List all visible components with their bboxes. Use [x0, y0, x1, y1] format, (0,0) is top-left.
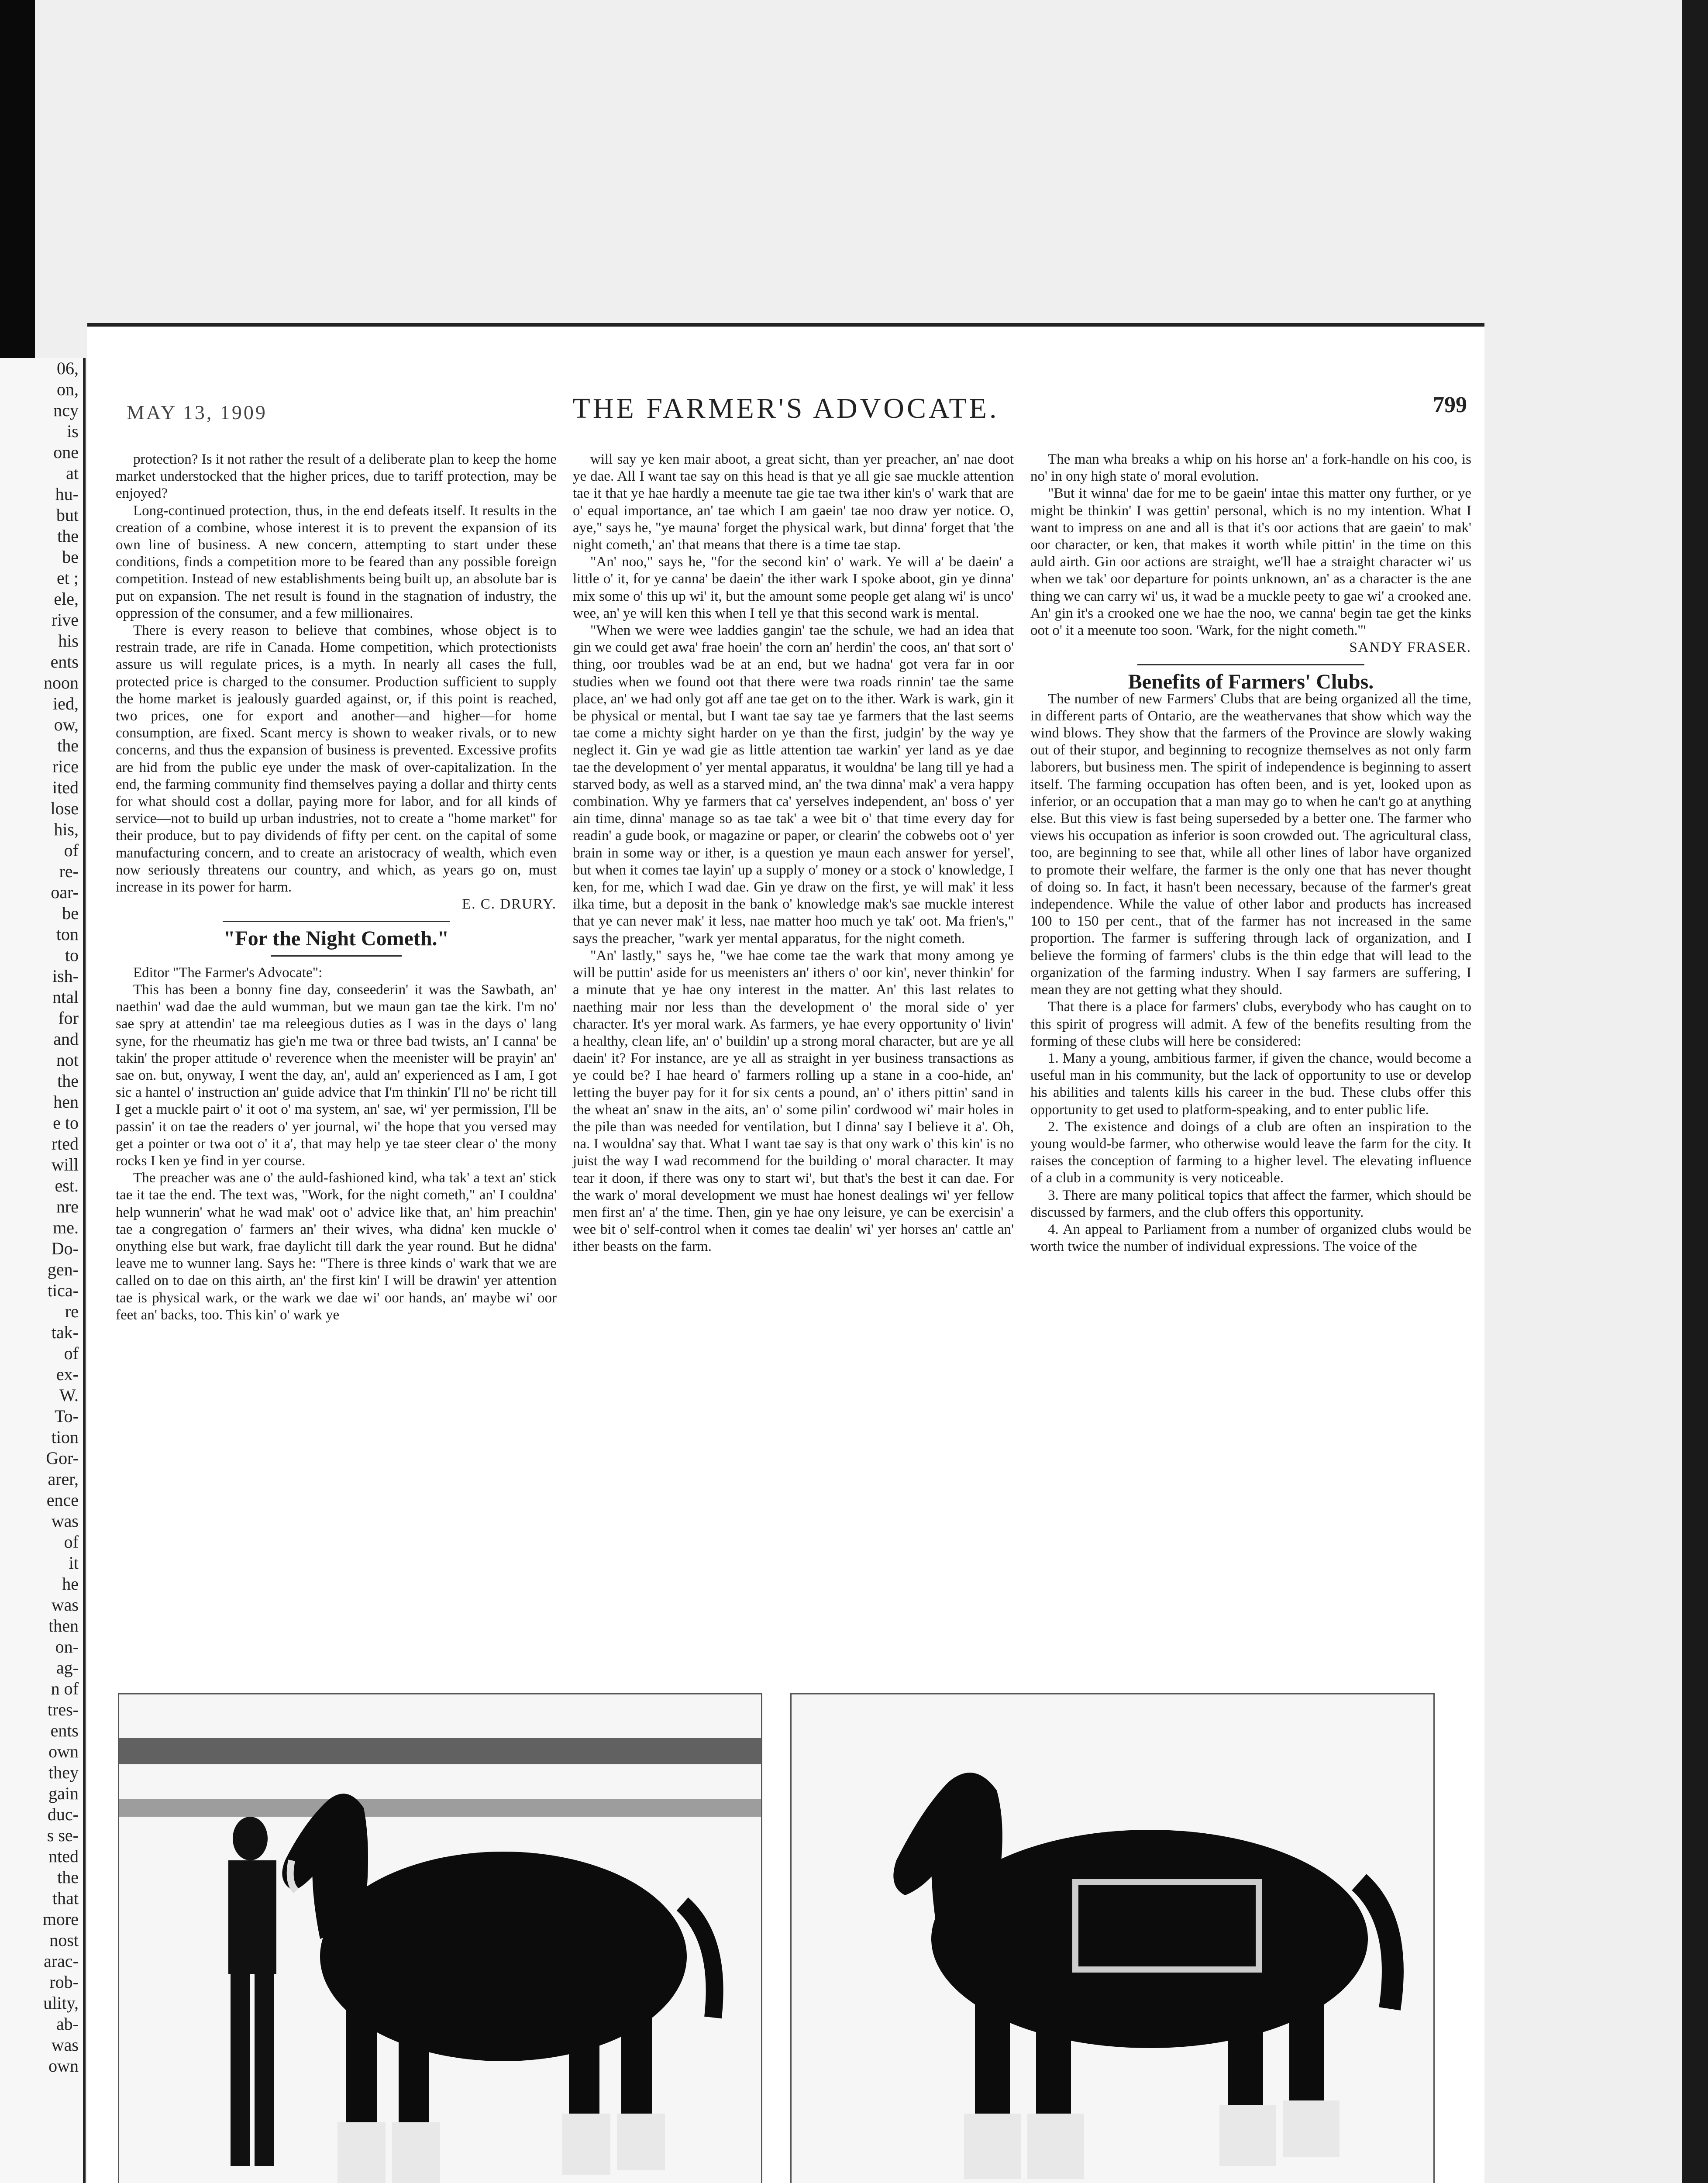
- margin-fragment: own: [48, 2056, 79, 2076]
- margin-fragment: was: [51, 1595, 79, 1615]
- paragraph: Long-continued protection, thus, in the end defeats itself. It results in the creation of a combine, whose interest it is to prevent the expansion of its own line of business. A new concern, attempting to start under these conditions, finds a competition more to be feared than any possible foreign competition. Instead of new establishments being built up, an absolute bar is put on expansion. The net result is found in the stagnation of industry, the oppression of the consumer, and a few millionaires.: [116, 503, 557, 621]
- margin-fragment: the: [57, 526, 79, 546]
- margin-fragment: of: [64, 840, 79, 860]
- divider: [223, 921, 450, 922]
- margin-fragment: ow,: [54, 715, 79, 734]
- margin-fragment: but: [56, 505, 79, 525]
- margin-fragment: et ;: [57, 568, 79, 588]
- column-3: [1030, 451, 1471, 1255]
- margin-fragment: rice: [52, 757, 79, 776]
- margin-fragment: that: [52, 1888, 79, 1908]
- margin-fragment: at: [66, 463, 79, 483]
- paragraph: "But it winna' dae for me to be gaein' intae this matter ony further, or ye might be thinkin' I was gettin' personal, which is no my intention. What I want to impress on ane and all is that it's oor actions that are gaein' to mak' oor character, or ken, that makes it worth while pittin' in the time on this auld airth. Gin oor actions are straight, we'll hae a straight character wi' us when we tak' oor departure for points unknown, an' as a character is the ane thing we can carry wi' us, it wad be a muckle peety to gae wi' a crooked ane. An' gin it's a crooked one we hae the noo, we canna' begin tae get the kinks oot o' it a meenute too soon. 'Wark, for the night cometh.'": [1030, 485, 1471, 639]
- column-1: [116, 451, 557, 1324]
- margin-fragment: To-: [55, 1406, 79, 1426]
- margin-fragment: W.: [59, 1385, 79, 1405]
- section-title-night-cometh: "For the Night Cometh.": [223, 927, 449, 950]
- margin-fragment: they: [48, 1763, 79, 1782]
- margin-fragment: ele,: [54, 589, 79, 609]
- margin-fragment: he: [62, 1574, 79, 1594]
- margin-fragment: more: [42, 1909, 79, 1929]
- margin-fragment: hu-: [55, 484, 79, 504]
- section-title-farmers-clubs: Benefits of Farmers' Clubs.: [1128, 670, 1374, 694]
- margin-fragment: arac-: [44, 1951, 79, 1971]
- divider: [1137, 664, 1364, 665]
- margin-fragment: will: [51, 1155, 79, 1174]
- margin-fragment: the: [57, 1071, 79, 1091]
- margin-fragment: nost: [49, 1930, 79, 1950]
- paragraph: The preacher was ane o' the auld-fashioned kind, wha tak' a text an' stick tae it tae the end. The text was, "Work, for the night cometh," an' I couldna' help wunnerin' what he wad mak' oot o' advice like that, an' him preachin' tae a congregation o' farmers an' their wives, wha didna' ken muckle o' onything else but wark, frae daylicht till dark the year round. But he didna' leave me to wunner lang. Says he: "There is three kinds o' wark that we are called on to dae on this airth, an' the first kin' I will be drawin' yer attention tae is physical wark, or the wark we dae wi' oor hands, an' maybe wi' oor feet an' backs, too. This kin' o' wark ye: [116, 1170, 557, 1323]
- margin-fragment: nted: [48, 1846, 79, 1866]
- margin-fragment: Gor-: [46, 1448, 79, 1468]
- page-header: [87, 392, 1484, 440]
- margin-fragment: of: [64, 1343, 79, 1363]
- margin-fragment: ncy: [53, 400, 79, 420]
- signature-drury: E. C. DRURY.: [462, 896, 557, 912]
- margin-fragment: Do-: [51, 1239, 79, 1258]
- margin-fragment: to: [65, 945, 79, 965]
- column-2: [573, 451, 1014, 1256]
- masthead-title: THE FARMER'S ADVOCATE.: [572, 393, 999, 424]
- margin-fragment: his,: [54, 819, 79, 839]
- margin-fragment: ntal: [52, 987, 79, 1007]
- paragraph: 1. Many a young, ambitious farmer, if given the chance, would become a useful man in his community, but the lack of opportunity to use or develop his abilities and talents kills his career in the bud. These clubs offer this opportunity to get used to platform-speaking, and to enter public life.: [1030, 1050, 1471, 1118]
- margin-fragment: one: [53, 442, 79, 462]
- issue-date: MAY 13, 1909: [127, 401, 267, 424]
- margin-fragment: re-: [59, 861, 79, 881]
- margin-fragment: nre: [56, 1197, 79, 1216]
- paragraph: 4. An appeal to Parliament from a number of organized clubs would be worth twice the number of individual expressions. The voice of the: [1030, 1221, 1471, 1255]
- paragraph: "An' noo," says he, "for the second kin' o' wark. Ye will a' be daein' a little o' it, for ye canna' be daein' the ither wark I spoke aboot, gin ye dinna' mix some o' this up wi' it, but the amount some people get alang wi' is unco' wee, an' ye will ken this when I tell ye that this second wark is mental.: [573, 554, 1014, 621]
- margin-fragment: then: [48, 1616, 79, 1636]
- margin-fragment: rive: [51, 610, 79, 630]
- margin-fragment: gain: [48, 1784, 79, 1803]
- margin-fragment: the: [57, 736, 79, 755]
- paragraph: The man wha breaks a whip on his horse an' a fork-handle on his coo, is no' in ony high state o' moral evolution.: [1030, 451, 1471, 485]
- margin-fragment: gen-: [47, 1260, 79, 1279]
- margin-fragment: tres-: [47, 1700, 79, 1719]
- horse-photo-young: [118, 1693, 762, 2183]
- margin-fragment: n of: [51, 1679, 79, 1698]
- margin-fragment: hen: [53, 1092, 79, 1112]
- margin-fragment: rted: [51, 1134, 79, 1153]
- margin-fragment: ag-: [56, 1658, 79, 1677]
- paragraph: There is every reason to believe that combines, whose object is to restrain trade, are rife in Canada. Home competition, which protectionists assure us will regulate prices, is a myth. In nearly all cases the full, protected price is charged to the consumer. Production sufficient to supply the home market is jealously guarded against, or, if this point is reached, two prices, one for export and another—and higher—for home consumption, are fixed. Scant mercy is shown to weaker rivals, or to new concerns, and thus the expansion of business is prevented. Excessive profits are hid from the public eye under the mask of over-capitalization. In the end, the farming community find themselves paying a dollar and thirty cents for what should cost a dollar, paying more for labor, and for all kinds of service—not to build up urban industries, not to create a "home market" for their produce, but to pay dividends of fifty per cent. on the capital of some manufacturing concern, and to create an aristocracy of wealth, which even now seriously threatens our country, and which, as years go on, must increase in its power for harm.: [116, 623, 557, 895]
- paragraph: This has been a bonny fine day, conseederin' it was the Sawbath, an' naethin' wad dae the auld wumman, but we maun gan tae the kirk. I'm no' sae spry at attendin' tae ma releegious duties as I was in the days o' lang syne, for the rheumatiz has gie'n me twa or three bad twists, an' I canna' be takin' the proper attitude o' reverence when the meenister will be prayin' an' sae on. but, onyway, I went the day, an', auld an' experienced as I am, I got sic a hantel o' instruction an' guide advice that I'm thinkin' I'll no' be richt till I get a muckle pairt o' it oot o' ma system, an' sae, wi' yer permission, I'll be passin' it on tae the readers o' yer journal, wi' the hope that you versed may get a pointer or twa oot o' it a', that may help ye tae steer clear o' the mony rocks I ken ye find in yer course.: [116, 981, 557, 1169]
- margin-fragment: be: [62, 903, 79, 923]
- paragraph: The number of new Farmers' Clubs that are being organized all the time, in different parts of Ontario, are the weathervanes that show which way the wind blows. They show that the farmers of the Province are slowly waking out of their stupor, and beginning to recognize themselves as not only farm laborers, but business men. The spirit of independence is beginning to assert itself. The farming occupation has often been, and is yet, looked upon as inferior, or an occupation that a man may go to when he can't go at anything else. But this view is fast being superseded by a better one. The farmer who views his occupation as inferior is soon crowded out. The agricultural class, too, are beginning to see that, while all other lines of labor have organized to promote their welfare, the farmer is the only one that has never thought of doing so. In fact, it hasn't been necessary, because of the farmer's great independence. While the value of other labor and products has increased 100 to 150 per cent., that of the farmer has not increased in the same proportion. The farmer is suffering through lack of organization, and I believe the forming of farmers' clubs is the thin edge that will lead to the organization of the farming industry. When I say farmers are suffering, I mean they are not getting what they should.: [1030, 691, 1471, 998]
- margin-fragment: is: [67, 421, 79, 441]
- page-number: 799: [1433, 393, 1467, 417]
- margin-fragment: ents: [50, 652, 79, 671]
- signature-fraser: SANDY FRASER.: [1349, 640, 1471, 656]
- margin-fragment: re: [65, 1302, 79, 1321]
- paragraph: That there is a place for farmers' clubs, everybody who has caught on to this spirit of progress will admit. A few of the benefits resulting from the forming of these clubs will here be considered:: [1030, 999, 1471, 1049]
- margin-fragment: noon: [44, 673, 79, 692]
- margin-fragment: rob-: [49, 1972, 79, 1992]
- paragraph: 2. The existence and doings of a club are often an inspiration to the young would-be farmer, who otherwise would leave the farm for the city. It raises the conception of farming to a higher level. The elevating influence of a club in a community is very noticeable.: [1030, 1119, 1471, 1186]
- margin-fragment: ied,: [53, 694, 79, 713]
- margin-fragment: own: [48, 1742, 79, 1761]
- margin-fragment: duc-: [47, 1804, 79, 1824]
- margin-fragment: ish-: [52, 966, 79, 986]
- paragraph: "An' lastly," says he, "we hae come tae the wark that mony among ye will be puttin' aside for us meenisters an' ithers o' oor kin', never thinkin' for a minute that ye hae ony interest in the matter. An' this last relates to naething mair nor less than the development o' the moral side o' yer character. It's yer moral wark. As farmers, ye hae every opportunity o' livin' a healthy, clean life, an' o' buildin' up a strong moral character, but are ye all daein' it? For instance, are ye all as straight in yer business transactions as ye could be? I hae heard o' farmers rolling up a stane in a coo-hide, an' letting the buyer pay for it for six cents a pound, an' o' ithers pittin' sand in the wheat an' snaw in the aits, an' o' some pilin' cordwood wi' mair holes in the pile than was needed for ventilation, but I dinna' say I believe it a'. Oh, na. I wouldna' say that. What I want tae say is that ony wark o' this kin' is no juist the way I wad recommend for the building o' moral character. It may tear it doon, if there was ony to start wi', but that's the best it can dae. For the wark o' moral development we must hae honest dealings wi' yer fellow men first an' a' the time. Then, gin ye hae ony leisure, ye can be exercisin' a wee bit o' self-control when it comes tae dealin' wi' yer horses an' cattle an' ither beasts on the farm.: [573, 947, 1014, 1255]
- margin-fragment: 06,: [57, 358, 79, 378]
- margin-fragment: ton: [56, 924, 79, 944]
- margin-fragment: lose: [50, 799, 79, 818]
- margin-fragment: ex-: [56, 1364, 79, 1384]
- margin-fragment: on,: [57, 379, 79, 399]
- paragraph: "When we were wee laddies gangin' tae the schule, we had an idea that gin we could get awa' frae hoein' the corn an' herdin' the coos, an' that sort o' thing, oor troubles wad be at an end, but we hadna' got vera far in oor studies when we found oot that there were twa roads rinnin' tae the same place, an' we had only got aff ane tae get on to the ither. Wark is wark, gin it be physical or mental, but I want tae say tae ye farmers that the last seems tae come a michty sight harder on ye than the first, judgin' by the way ye neglect it. Gin ye wad gie as little attention tae warkin' yer land as ye dae tae the development o' yer mental apparatus, it wouldna' be lang till ye had a starved body, as well as a starved mind, an' the twa dinna' mak' a vera happy combination. Why ye farmers that ca' yerselves independent, an' boss o' yer ain time, dinna' manage so as tae tak' a wee bit o' that time every day for readin' a gude book, or magazine or paper, or clearin' the cobwebs oot o' yer brain in some way or ither, is a question ye maun each answer for yersel', but when it comes tae layin' up a supply o' money or a stock o' knowledge, I ken, for me, which I wad dae. Gin ye draw on the first, ye will mak' it less ilka time, but a deposit in the bank o' knowledge mak's sae muckle interest that ye can never mak' it less, nae matter hoo much ye tak' oot. Ma frien's," says the preacher, "wark yer mental apparatus, for the night cometh.: [573, 623, 1014, 947]
- margin-fragment: ulity,: [43, 1993, 79, 2013]
- scanner-edge: [0, 0, 35, 367]
- paragraph: 3. There are many political topics that affect the farmer, which should be discussed by farmers, and the club offers this opportunity.: [1030, 1187, 1471, 1220]
- photo-pair: [118, 1693, 1454, 2183]
- margin-fragment: and: [53, 1029, 79, 1049]
- margin-fragment: his: [58, 631, 79, 651]
- newspaper-page: [87, 323, 1484, 2183]
- divider: [271, 955, 402, 957]
- margin-fragment: on-: [55, 1637, 79, 1656]
- margin-fragment: ab-: [56, 2014, 79, 2034]
- margin-fragment: ents: [50, 1721, 79, 1740]
- margin-fragment: tica-: [47, 1281, 79, 1300]
- scanner-edge-right: [1682, 0, 1708, 2183]
- margin-fragment: of: [64, 1532, 79, 1552]
- paragraph: will say ye ken mair aboot, a great sicht, than yer preacher, an' nae doot ye dae. All I want tae say on this head is that ye all gie sae muckle attention tae it that ye hae hardly a meenute tae gie tae twa ither kin's o' wark that are o' equal importance, an' tae which I am gaein' tae noo draw yer notice. O, aye," says he, "ye mauna' forget the physical wark, but dinna' forget that 'the night cometh,' an' that means that there is a time tae stap.: [573, 451, 1014, 553]
- margin-fragment: it: [69, 1553, 79, 1573]
- horse-photo-mature: [790, 1693, 1435, 2183]
- margin-fragment: s se-: [47, 1825, 79, 1845]
- margin-fragment: oar-: [51, 882, 79, 902]
- margin-fragment: me.: [53, 1218, 79, 1237]
- margin-fragment: be: [62, 547, 79, 567]
- margin-fragment: not: [56, 1050, 79, 1070]
- margin-fragment: was: [51, 1511, 79, 1531]
- margin-fragment: tion: [51, 1427, 79, 1447]
- margin-fragment: the: [57, 1867, 79, 1887]
- margin-fragment: ited: [52, 778, 79, 797]
- margin-fragment: e to: [53, 1113, 79, 1133]
- adjacent-page-fragment: [0, 358, 86, 2183]
- margin-fragment: was: [51, 2035, 79, 2055]
- margin-fragment: tak-: [51, 1322, 79, 1342]
- margin-fragment: for: [58, 1008, 79, 1028]
- margin-fragment: arer,: [48, 1469, 79, 1489]
- margin-fragment: est.: [55, 1176, 79, 1195]
- paragraph: protection? Is it not rather the result of a deliberate plan to keep the home market understocked that the higher prices, due to tariff protection, may be enjoyed?: [116, 451, 557, 502]
- margin-fragment: ence: [46, 1490, 79, 1510]
- letter-salutation: Editor "The Farmer's Advocate":: [133, 964, 323, 981]
